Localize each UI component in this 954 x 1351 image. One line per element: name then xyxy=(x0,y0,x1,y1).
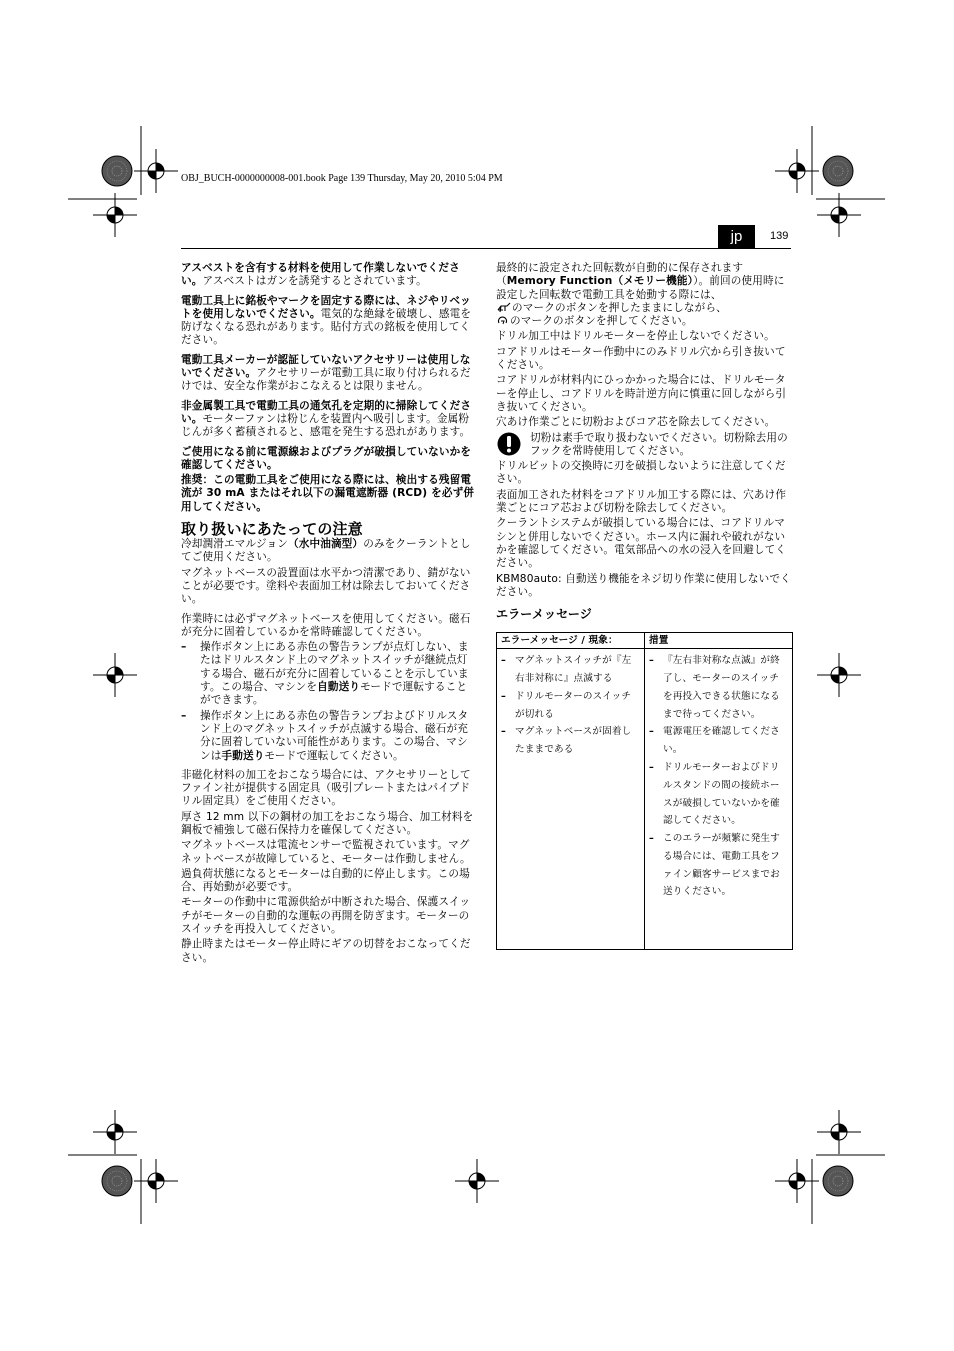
cable-check-warning-bold: ご使用になる前に電源線およびプラグが破損していないかを確認してください。 xyxy=(181,445,472,471)
vent-cleaning-warning-bold: 非金属製工具で電動工具の通気孔を定期的に掃除してください。 xyxy=(181,399,472,425)
core-drill-stuck-note: コアドリルが材料内にひっかかった場合には、ドリルモーターを停止し、コアドリルを時計逆方向に慎重に回しながら引き抜いてください。 xyxy=(496,374,787,413)
warning-exclamation-icon xyxy=(497,432,521,456)
coolant-system-note: クーラントシステムが破損している場合には、コアドリルマシンと併用しないでください。ホース内に漏れや破れがないかを確認してください。電気部品への水の浸入を回避してください。 xyxy=(496,517,787,570)
memory-note-c: ）。前回の使用時に設定した回転数で電動工具を始動する際には、 xyxy=(496,275,785,301)
error-causes-cell xyxy=(497,649,645,950)
chip-handling-warning-text: 切粉は素手で取り扱わないでください。切粉除去用のフックを常時使用してください。 xyxy=(530,431,788,457)
coolant-note-b: （水中油滴型） xyxy=(287,538,364,551)
coolant-note xyxy=(181,538,477,565)
list-item-text-a: 操作ボタン上にある赤色の警告ランプおよびドリルスタンド上のマグネットスイッチが点滅する場合、磁石が充分に固着していない可能性があります。この場合、マシンは xyxy=(200,709,469,762)
chip-removal-note: 穴あけ作業ごとに切粉およびコア芯を除去してください。 xyxy=(496,416,776,429)
power-interruption-note: モーターの作動中に電源供給が中断された場合、保護スイッチがモーターの自動的な運転の再開を防ぎます。モーターのスイッチを再投入してください。 xyxy=(181,896,471,936)
table-header-error: エラーメッセージ / 現象： xyxy=(497,633,645,649)
coolant-note-a: 冷却潤滑エマルジョン xyxy=(181,538,288,551)
vent-cleaning-warning-text: モーターファンは粉じんを装置内へ吸引します。金属粉じんが多く蓄積されると、感電を発生する恐れがあります。 xyxy=(181,412,471,439)
error-causes-list xyxy=(501,652,640,759)
table-row xyxy=(497,649,793,950)
list-item-bold: 自動送り xyxy=(317,681,361,694)
coolant-note-c: のみをクーラントとしてご使用ください。 xyxy=(181,538,471,564)
remedies-list xyxy=(649,652,788,901)
error-message-heading: エラーメッセージ xyxy=(496,607,592,622)
table-header-remedy: 措置 xyxy=(645,633,793,649)
book-page-info: OBJ_BUCH-0000000008-001.book Page 139 Thursday, May 20, 2010 5:04 PM xyxy=(181,173,503,184)
asbestos-warning-bold: アスベストを含有する材料を使用して作業しないでください。 xyxy=(181,262,460,288)
page-number: 139 xyxy=(770,230,789,242)
memory-note-e: のマークのボタンを押してください。 xyxy=(510,315,693,328)
list-item: – 『左右非対称な点滅』が終了し、モーターのスイッチを再投入できる状態になるまで待ってください。 xyxy=(649,652,788,723)
core-drill-withdraw-note: コアドリルはモーター作動中にのみドリル穴から引き抜いてください。 xyxy=(496,345,786,372)
memory-note-bold: Memory Function（メモリー機能） xyxy=(506,275,694,288)
list-item: – マグネットスイッチが『左右非対称に』点滅する xyxy=(501,652,640,688)
bit-change-note: ドリルビットの交換時に刃を破損しないように注意してください。 xyxy=(496,460,786,486)
remedies-cell xyxy=(645,649,793,950)
magnet-base-use-note: 作業時には必ずマグネットベースを使用してください。磁石が充分に固着しているかを常時確認してください。 xyxy=(181,612,471,638)
error-table xyxy=(496,632,793,950)
rcd-recommendation xyxy=(181,474,477,514)
header-rule xyxy=(181,248,791,249)
list-item: – マグネットベースが固着したままである xyxy=(501,723,640,759)
asbestos-warning xyxy=(181,262,477,289)
list-item-text-a: 操作ボタン上にある赤色の警告ランプが点灯しない、またはドリルスタンド上のマグネットスイッチが継続点灯する場合、磁石が充分に固着していることを示しています。この場合、マシンを xyxy=(200,641,469,694)
overload-note: 過負荷状態になるとモーターは自動的に停止します。この場合、再始動が必要です。 xyxy=(181,867,470,894)
accessory-warning-text: アクセサリーが電動工具に取り付けられるだけでは、安全な作業がおこなえるとは限りません。 xyxy=(181,367,471,393)
chip-handling-warning xyxy=(496,432,792,459)
nameplate-warning xyxy=(181,295,477,348)
section-title-handling: 取り扱いにあたっての注意 xyxy=(181,520,363,539)
list-item-text-c: モードで運転してください。 xyxy=(264,749,404,762)
list-item xyxy=(181,710,477,763)
vent-cleaning-warning xyxy=(181,400,477,440)
list-item: – 電源電圧を確認してください。 xyxy=(649,723,788,759)
motor-stop-note: ドリル加工中はドリルモーターを停止しないでください。 xyxy=(496,330,775,343)
nameplate-warning-bold: 電動工具上に銘板やマークを固定する際には、ネジやリベットを使用しないでください。 xyxy=(181,294,471,320)
list-item: – ドリルモーターのスイッチが切れる xyxy=(501,688,640,724)
memory-note-a: 最終的に設定された回転数が自動的に保存されます（ xyxy=(496,262,744,288)
accessory-warning xyxy=(181,354,477,394)
left-column xyxy=(181,262,477,967)
rcd-recommendation-bold: 推奨：この電動工具をご使用になる際には、検出する残留電流が 30 mA またはそれ以下の漏電遮断器 (RCD) を必ず併用してください。 xyxy=(181,474,475,513)
motor-start-icon xyxy=(496,302,512,313)
memory-function-note xyxy=(496,262,792,328)
language-badge: jp xyxy=(718,225,755,248)
non-magnetic-material-note: 非磁化材料の加工をおこなう場合には、アクセサリーとしてファイン社が提供する固定具（吸引プレートまたはパイプドリル固定具）をご使用ください。 xyxy=(181,768,471,808)
coated-material-note: 表面加工された材料をコアドリル加工する際には、穴あけ作業ごとにコア芯および切粉を除去してください。 xyxy=(496,488,787,515)
list-item: – ドリルモーターおよびドリルスタンドの間の接続ホースが破損していないかを確認してください。 xyxy=(649,759,788,830)
list-item-bold: 手動送り xyxy=(221,749,265,762)
list-item xyxy=(181,641,477,707)
magnet-base-surface-note: マグネットベースの設置面は水平かつ清潔であり、錆がないことが必要です。塗料や表面加工材は除去しておいてください。 xyxy=(181,566,471,606)
current-sensor-note: マグネットベースは電流センサーで監視されています。マグネットベースが故障していると、モーターは作動しません。 xyxy=(181,839,471,865)
memory-note-d: のマークのボタンを押したままにしながら、 xyxy=(512,301,727,314)
cable-check-warning xyxy=(181,446,477,473)
thin-steel-note: 厚さ 12 mm 以下の鋼材の加工をおこなう場合、加工材料を鋼板で補強して磁石保持力を確保してください。 xyxy=(181,810,474,836)
gear-switch-note: 静止時またはモーター停止時にギアの切替をおこなってください。 xyxy=(181,938,471,964)
kbm80auto-note: KBM80auto: 自動送り機能をネジ切り作業に使用しないでください。 xyxy=(496,572,791,598)
accessory-warning-bold: 電動工具メーカーが認証していないアクセサリーは使用しないでください。 xyxy=(181,353,471,380)
list-item: – このエラーが頻繁に発生する場合には、電動工具をファイン顧客サービスまでお送りください。 xyxy=(649,830,788,901)
asbestos-warning-text: アスベストはガンを誘発するとされています。 xyxy=(202,275,427,288)
nameplate-warning-text: 電気的な絶縁を破壊し、感電を防げなくなる恐れがあります。貼付方式の銘板を使用してください。 xyxy=(181,307,472,347)
warning-lamp-list xyxy=(181,641,477,763)
list-item-text-c: モードで運転することができます。 xyxy=(200,681,468,707)
rotation-icon xyxy=(496,315,510,326)
right-column xyxy=(496,262,792,950)
